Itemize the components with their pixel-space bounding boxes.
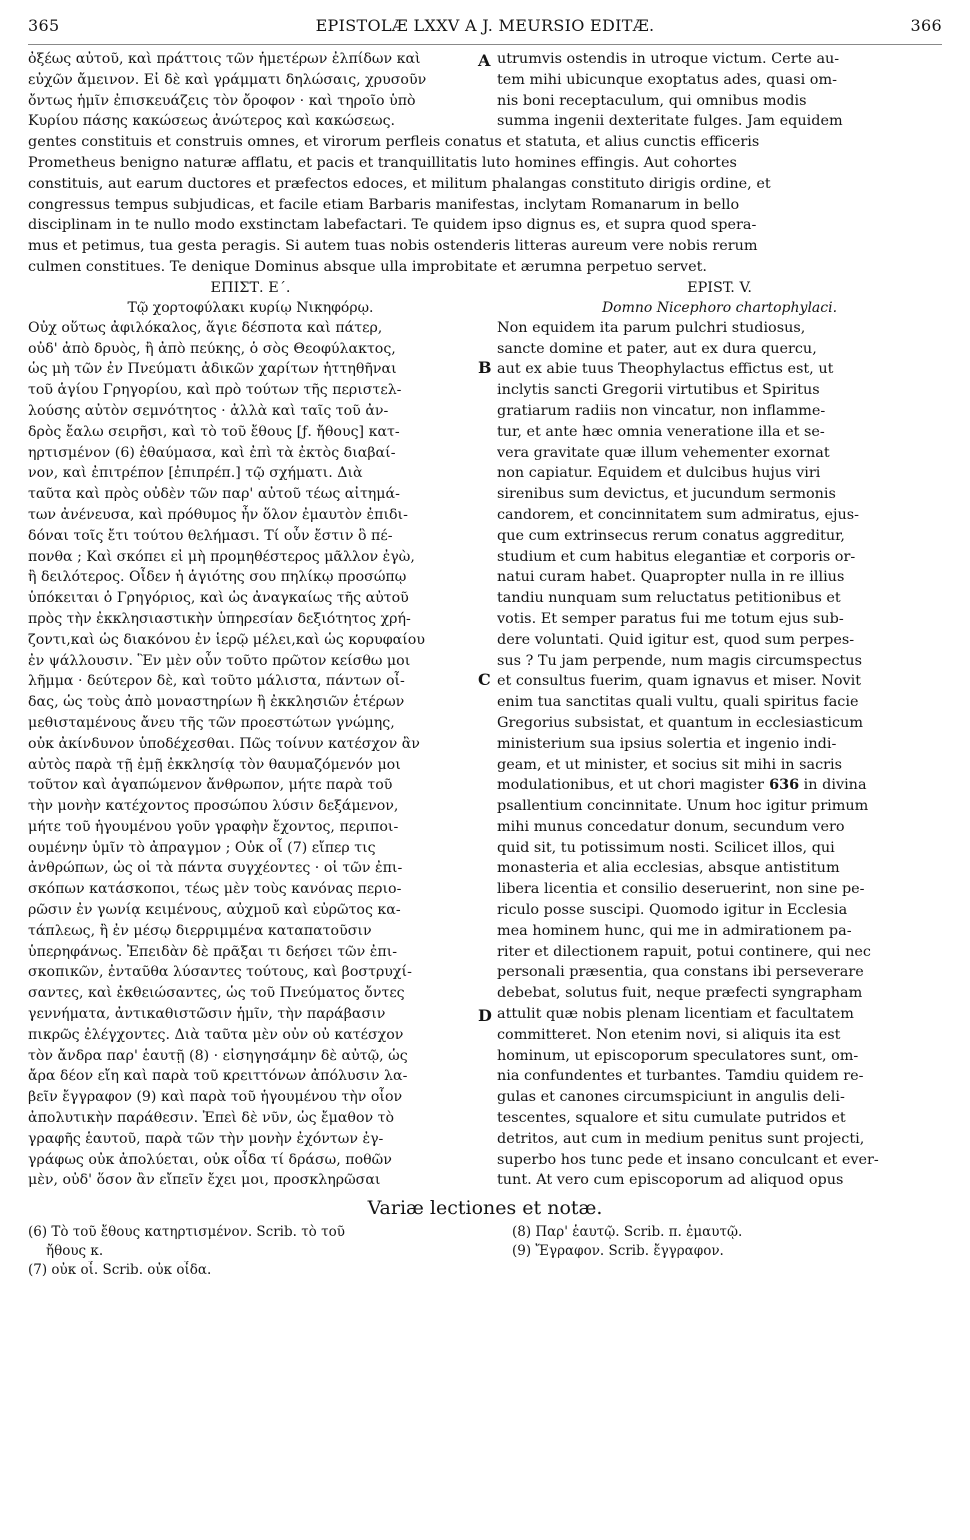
greek-line: βεῖν ἔγγραφον (9) καὶ παρὰ τοῦ ἡγουμένου τὴν οἷον [28, 1089, 403, 1106]
latin-line: utrumvis ostendis in utroque victum. Certe au- [497, 51, 840, 67]
top-columns [28, 49, 942, 132]
latin-line: tescentes, squalore et situ cumulate putridos et [497, 1110, 846, 1127]
greek-heading-block [28, 278, 473, 318]
latin-line: debebat, solutus fuit, neque præfecti syngrapham [497, 985, 863, 1002]
latin-line-part: modulationibus, et ut chori magister [497, 777, 765, 794]
greek-line: ταῦτα καὶ πρὸς οὐδὲν τῶν παρ' αὐτοῦ τέως αἰτημά- [28, 486, 400, 503]
latin-line: et consultus fuerim, quam ignavus et miser. Novit [497, 673, 862, 690]
notes-left [28, 1223, 478, 1280]
greek-line: γράφως οὐκ ἀπολύεται, οὐκ οἶδα τί δράσω, ποθῶν [28, 1151, 392, 1168]
greek-column [28, 318, 473, 1191]
page [28, 14, 942, 1280]
inline-page-number: 636 [769, 776, 800, 794]
greek-line: ἀνθρώπων, ὡς οἱ τὰ πάντα συγχέοντες · οἱ τῶν ἐπι- [28, 860, 403, 877]
note-line: (9) Ἔγραφον. Scrib. ἔγγραφον. [512, 1243, 724, 1260]
latin-line: quid sit, tu potissimum nosti. Scilicet illos, qui [497, 839, 835, 856]
greek-epistle-address: Τῷ χορτοφύλακι κυρίῳ Νικηφόρῳ. [127, 299, 374, 316]
latin-line: summa ingenii dexteritate fulges. Jam equidem [497, 113, 843, 130]
epistle-headings [28, 278, 942, 318]
greek-line: τοῦτον καὶ ἀγαπώμενον ἄνθρωπον, μήτε παρὰ τοῦ [28, 777, 393, 794]
note-line: (7) οὐκ οἶ. Scrib. οὐκ οἶδα. [28, 1262, 212, 1279]
latin-line: aut ex abie tuus Theophylactus effictus est, ut [497, 361, 834, 378]
notes-title: Variæ lectiones et notæ. [367, 1197, 603, 1220]
latin-line: geam, et ut minister, et socius sit mihi in sacris [497, 756, 843, 773]
greek-line: ἢ δειλότερος. Οἶδεν ἡ ἁγιότης σου πηλίκῳ προσώπῳ [28, 569, 407, 586]
latin-line: studium et cum habitus elegantiæ et corporis or- [497, 548, 856, 565]
greek-line: γραφῆς ἑαυτοῦ, παρὰ τῶν τὴν μονὴν ἐχόντων ἐγ- [28, 1130, 384, 1147]
latin-line: natui curam habet. Quapropter nulla in re illius [497, 569, 845, 586]
margin-marker-d: D [478, 1005, 492, 1025]
margin-marker-c: C [478, 669, 491, 689]
latin-line: nis boni receptaculum, qui omnibus modis [497, 92, 807, 109]
greek-epistle-heading: ΕΠΙΣΤ. Ε΄. [210, 279, 291, 296]
greek-line: μήτε τοῦ ἡγουμένου γοῦν γραφὴν ἔχοντος, περιποι- [28, 818, 399, 835]
latin-line: tem mihi ubicunque exoptatus ades, quasi om- [497, 71, 837, 88]
greek-line: ἐν ψάλλουσιν. Ἓν μὲν οὖν τοῦτο πρῶτον κείσθω μοι [28, 652, 411, 669]
greek-column-top [28, 49, 473, 132]
greek-line: πονθα ; Καὶ σκόπει εἰ μὴ προμηθέστερος μᾶλλον ἐγὼ, [28, 548, 415, 565]
greek-line: τὸν ἄνδρα παρ' ἑαυτῇ (8) · εἰσηγησάμην δὲ αὐτῷ, ὡς [28, 1047, 408, 1064]
greek-line: μεθισταμένους ἄνευ τῆς τῶν προεστώτων γνώμης, [28, 714, 395, 731]
notes [28, 1223, 942, 1280]
greek-line: σκόπων κατάσκοποι, τέως μὲν τοὺς κανόνας περιο- [28, 881, 402, 898]
margin-marker-a: A [478, 51, 491, 70]
greek-line: ὀξέως αὐτοῦ, καὶ πράττοις τῶν ἡμετέρων ἐλπίδων καὶ [28, 51, 421, 67]
latin-line: riculo posse suscipi. Quomodo igitur in Ecclesia [497, 902, 848, 919]
latin-line: committeret. Non etenim novi, si aliquis ita est [497, 1026, 841, 1043]
greek-line: σαντες, καὶ ἐκθειώσαντες, ὡς τοῦ Πνεύματος ὄντες [28, 985, 405, 1002]
latin-column-top [497, 49, 942, 132]
greek-line: ὑπόκειται ὁ Γρηγόριος, καὶ ὡς ἀναγκαίως τῆς αὐτοῦ [28, 590, 409, 607]
latin-line: hominum, ut episcoporum speculatores sunt, om- [497, 1047, 859, 1064]
latin-line: psallentium concinnitate. Unum hoc igitur primum [497, 798, 869, 815]
greek-line: δρὸς ἔαλω σειρῆσι, καὶ τὸ τοῦ ἔθους [ƒ. ἤθους] κατ- [28, 423, 400, 440]
latin-line: vera gravitate quæ illum vehementer exornat [497, 444, 830, 461]
latin-line: tur, et ante hæc omnia veneratione illa et se- [497, 423, 825, 440]
latin-line: monasteria et alia ecclesias, absque antistitum [497, 860, 840, 877]
running-title: EPISTOLÆ LXXV A J. MEURSIO EDITÆ. [315, 16, 655, 35]
latin-full-width-text [28, 132, 942, 278]
epistle-body [28, 318, 942, 1191]
greek-line: τὴν μονὴν κατέχοντος προσώπου λύσιν δεξάμενον, [28, 798, 399, 815]
greek-line: ουμένην ὑμῖν τὸ ἀπραγμον ; Οὐκ οἶ (7) εἴπερ τις [28, 839, 376, 856]
latin-heading-block [497, 278, 942, 318]
latin-line: inclytis sancti Gregorii virtutibus et Spiritus [497, 382, 820, 399]
margin-marker-b: B [478, 357, 492, 377]
greek-line: σκοπικῶν, ἐνταῦθα λύσαντες τούτους, καὶ βοστρυχί- [28, 964, 412, 981]
greek-line: πρὸς τὴν ἐκκλησιαστικὴν ὑπηρεσίαν δεξιότητος χρή- [28, 610, 411, 627]
latin-line: gentes constituis et construis omnes, et virorum perfleis conatus et statuta, et alius cunctis efficeris [28, 134, 760, 151]
latin-epistle-heading: EPIST. V. [687, 279, 752, 296]
greek-line: τοῦ ἁγίου Γρηγορίου, καὶ πρὸ τούτων τῆς περιστελ- [28, 382, 402, 399]
note-line: (8) Παρ' ἑαυτῷ. Scrib. π. ἐμαυτῷ. [512, 1224, 743, 1241]
greek-line: ηρτισμένον (6) ἐθαύμασα, καὶ ἐπὶ τὰ ἐκτὸς διαβαί- [28, 444, 396, 461]
greek-line: πικρῶς ἐλέγχοντες. Διὰ ταῦτα μὲν οὐν οὐ κατέσχον [28, 1026, 404, 1043]
note-line: (6) Τὸ τοῦ ἔθους κατηρτισμένον. Scrib. τὸ τοῦ [28, 1224, 345, 1241]
latin-line: nia confundentes et turbantes. Tamdiu quidem re- [497, 1068, 864, 1085]
greek-line: ὡς μὴ τῶν ἐν Πνεύματι ἀδικῶν χαρίτων ἡττηθῆναι [28, 361, 397, 378]
latin-line: disciplinam in te nullo modo exstinctam labefactari. Te quidem ipso dignus es, et supra quod spera- [28, 217, 757, 234]
latin-line: Prometheus benigno naturæ afflatu, et pacis et tranquillitatis luto homines effingis. Aut cohortes [28, 154, 737, 171]
greek-line: μὲν, οὐδ' ὅσον ἂν εἴπεῖν ἔχει μοι, προσκληρῶσαι [28, 1172, 381, 1189]
latin-epistle-address: Domno Nicephoro chartophylaci. [601, 299, 838, 316]
greek-line: τάπλεως, ἢ ἐν μέσῳ διερριμμένα καταπατοῦσιν [28, 922, 372, 939]
latin-line: mea hominem hunc, qui me in admirationem pa- [497, 922, 852, 939]
greek-line: νον, καὶ ἐπιτρέπον [ἐπιπρέπ.] τῷ σχήματι. Διὰ [28, 465, 363, 482]
greek-line: ἄρα δέον εἴη καὶ παρὰ τοῦ κρειττόνων ἀπόλυσιν λα- [28, 1068, 408, 1085]
latin-line: gulas et canones circumspiciunt in angulis deli- [497, 1089, 845, 1106]
greek-line: εὐχῶν ἄμεινον. Εἰ δὲ καὶ γράμματι δηλώσαις, χρυσοῦν [28, 71, 427, 88]
latin-line: Non equidem ita parum pulchri studiosus, [497, 319, 806, 336]
latin-line: tunt. At vero cum episcoporum ad aliquod opus [497, 1172, 844, 1189]
latin-line-part: in divina [799, 777, 867, 794]
latin-line: sirenibus sum devictus, et jucundum sermonis [497, 486, 836, 503]
latin-line: libera licentia et consilio deseruerint, non sine pe- [497, 881, 865, 898]
latin-line: ministerium sua ipsius solertia et ingenio indi- [497, 735, 837, 752]
greek-line: δας, ὡς τοὺς ἀπὸ μοναστηρίων ἢ ἐκκλησιῶν ἑτέρων [28, 694, 405, 711]
latin-column [497, 318, 942, 1191]
page-number-right: 366 [910, 16, 942, 35]
greek-line: λῆμμα · δεύτερον δὲ, καὶ τοῦτο μάλιστα, πάντων οἶ- [28, 673, 405, 690]
greek-line: Κυρίου πάσης κακώσεως ἀνώτερος καὶ κακώσεως. [28, 113, 396, 130]
latin-line: votis. Et semper paratus fui me totum ejus sub- [497, 610, 844, 627]
latin-line: mus et petimus, tua gesta peragis. Si autem tuas nobis ostenderis litteras aureum vere nobis rerum [28, 238, 758, 255]
latin-line: mihi munus concedatur donum, secundum vero [497, 818, 845, 835]
latin-line: Gregorius subsistat, et quantum in ecclesiasticum [497, 714, 863, 731]
greek-line: ζοντι,καὶ ὡς διακόνου ἐν ἱερῷ μέλει,καὶ ὡς κορυφαίου [28, 631, 425, 648]
greek-line: δόναι τοῖς ἔτι τούτου θελήμασι. Τί οὖν ἔστιν ὃ πέ- [28, 527, 393, 544]
latin-line: sancte domine et pater, aut ex dura quercu, [497, 340, 817, 357]
latin-line: non capiatur. Equidem et dulcibus hujus viri [497, 465, 821, 482]
greek-line: ρῶσιν ἐν γωνίᾳ κειμένους, αὐχμοῦ καὶ εὐρῶτος κα- [28, 902, 401, 919]
latin-line: tandiu nunquam sum reluctatus petitionibus et [497, 590, 841, 607]
latin-line: que cum extrinsecus rerum conatus aggreditur, [497, 527, 845, 544]
latin-line: constituis, aut earum ductores et præfectos edoces, et militum phalangas constituto dirigis ordine, et [28, 175, 771, 192]
greek-line: αὐτὸς παρὰ τῇ ἐμῇ ἐκκλησίᾳ τὸν θαυμαζόμενόν μοι [28, 756, 401, 773]
latin-line: superbo hos tunc pede et insano conculcant et ever- [497, 1151, 879, 1168]
note-line: ἤθους κ. [46, 1243, 104, 1260]
latin-line: personali præsentia, qua constans ibi perseverare [497, 964, 864, 981]
latin-line: candorem, et concinnitatem sum admiratus, ejus- [497, 506, 859, 523]
latin-line: detritos, aut cum in medium penitus sunt projecti, [497, 1130, 865, 1147]
running-header [28, 14, 942, 45]
greek-line: γεννήματα, ἀντικαθιστῶσιν ἡμῖν, τὴν παράβασιν [28, 1006, 386, 1023]
latin-line: riter et dilectionem rapuit, potui continere, qui nec [497, 943, 871, 960]
greek-line: ὑπερηφάνως. Ἐπειδὰν δὲ πρᾶξαι τι δεήσει τῶν ἐπι- [28, 943, 398, 960]
latin-line: congressus tempus subjudicas, et facile etiam Barbaris manifestas, inclytam Romanarum in bello [28, 196, 740, 213]
latin-line: gratiarum radiis non vincatur, non inflamme- [497, 402, 826, 419]
greek-line: οὐδ' ἀπὸ δρυὸς, ἢ ἀπὸ πεύκης, ὁ σὸς Θεοφύλακτος, [28, 340, 396, 357]
greek-line: Οὐχ οὕτως ἀφιλόκαλος, ἅγιε δέσποτα καὶ πάτερ, [28, 319, 383, 336]
page-number-left: 365 [28, 16, 60, 35]
latin-line: enim tua sanctitas quali vultu, quali spiritus facie [497, 694, 859, 711]
latin-line [497, 775, 942, 796]
greek-line: ἀπολυτικὴν παράθεσιν. Ἐπεὶ δὲ νῦν, ὡς ἔμαθον τὸ [28, 1110, 395, 1127]
latin-line: sus ? Tu jam perpende, num magis circumspectus [497, 652, 862, 669]
latin-line: culmen constitues. Te denique Dominus absque ulla improbitate et ærumna perpetuo servet. [28, 258, 707, 275]
latin-line: attulit quæ nobis plenam licentiam et facultatem [497, 1006, 854, 1023]
notes-right [512, 1223, 942, 1280]
latin-line: dere voluntati. Quid igitur est, quod sum perpes- [497, 631, 855, 648]
greek-line: ὄντως ἡμῖν ἐπισκευάζεις τὸν ὄροφον · καὶ τηροῖο ὑπὸ [28, 92, 416, 109]
greek-line: των ἀνένευσα, καὶ πρόθυμος ἦν ὅλον ἐμαυτὸν ἐπιδι- [28, 506, 408, 523]
greek-line: οὐκ ἀκίνδυνον ὑποδέχεσθαι. Πῶς τοίνυν κατέσχον ἂν [28, 735, 420, 752]
greek-line: λούσης αὐτὸν σεμνότητος · ἀλλὰ καὶ ταῖς τοῦ ἀν- [28, 402, 389, 419]
